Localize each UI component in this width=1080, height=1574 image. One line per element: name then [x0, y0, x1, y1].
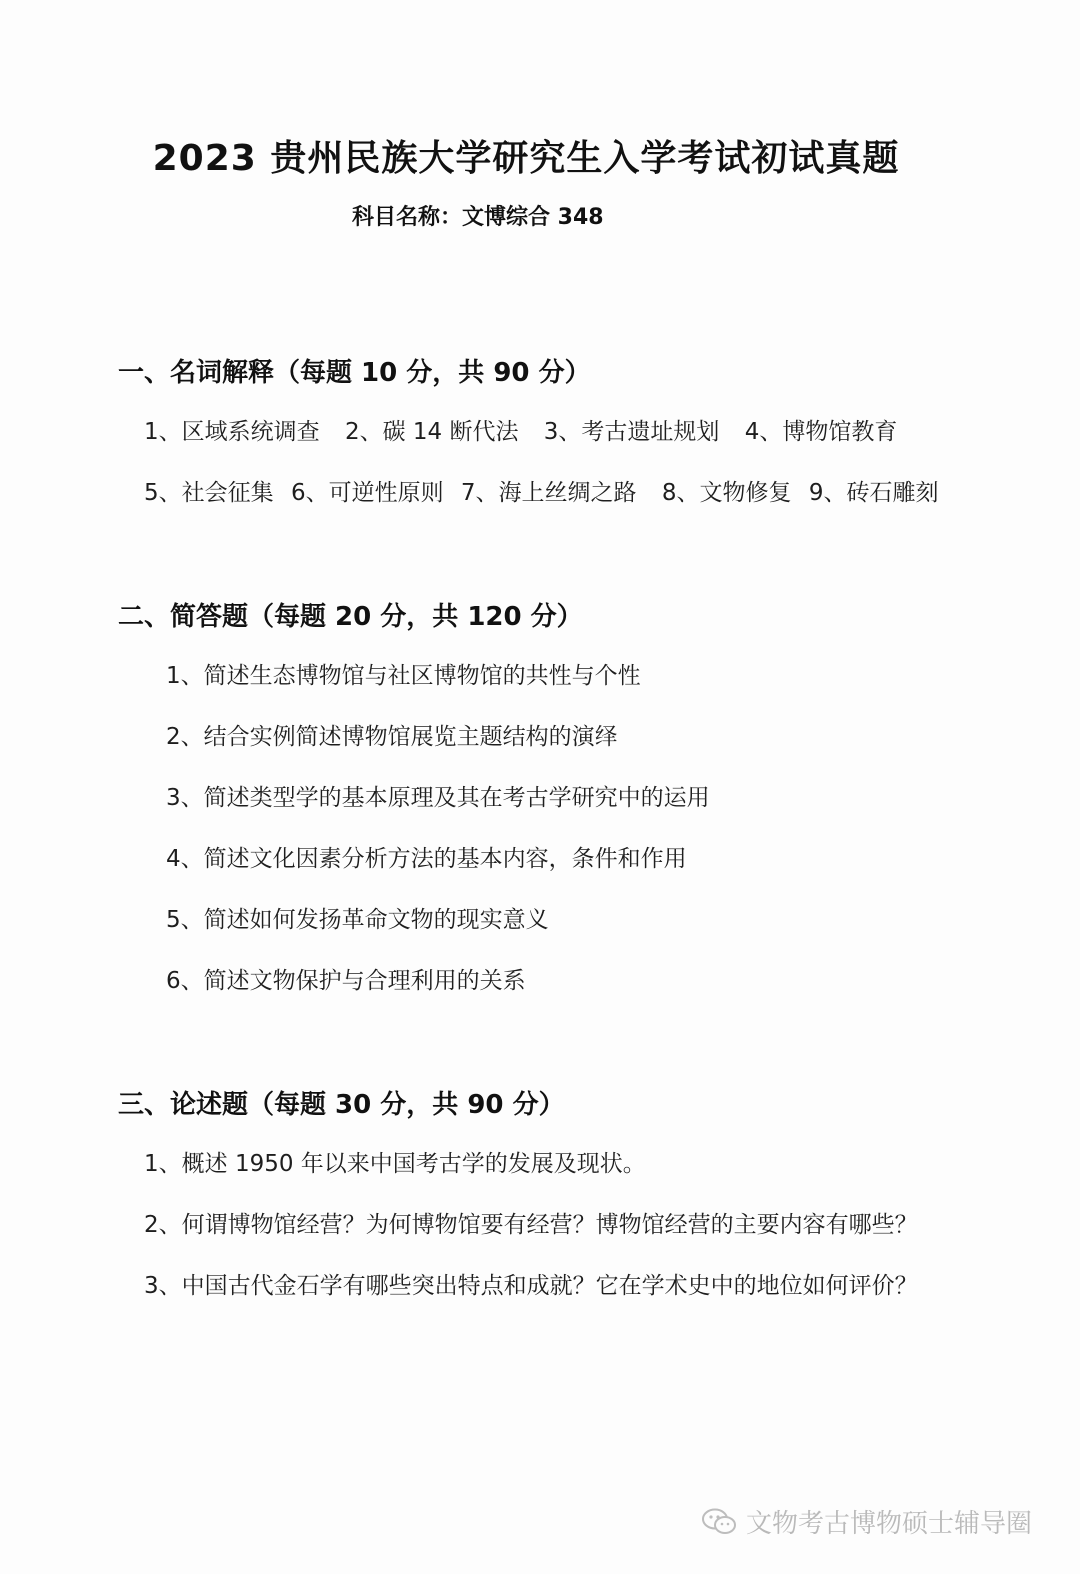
- question-item: 5、简述如何发扬革命文物的现实意义: [166, 907, 549, 933]
- term-item: 4、博物馆教育: [744, 419, 898, 445]
- subject-line: 科目名称：文博综合 348: [352, 205, 604, 230]
- question-item: 2、结合实例简述博物馆展览主题结构的演绎: [166, 724, 618, 750]
- term-item: 2、碳 14 断代法: [344, 419, 519, 445]
- watermark: [700, 1503, 1032, 1540]
- term-item: 8、文物修复: [661, 480, 792, 506]
- term-item: 3、考古遗址规划: [543, 419, 720, 445]
- question-item: 1、简述生态博物馆与社区博物馆的共性与个性: [166, 663, 641, 689]
- page-title: 2023 贵州民族大学研究生入学考试初试真题: [152, 138, 900, 179]
- question-item: 3、简述类型学的基本原理及其在考古学研究中的运用: [166, 785, 710, 811]
- question-item: 6、简述文物保护与合理利用的关系: [166, 968, 526, 994]
- section-heading-term-definitions: 一、名词解释（每题 10 分，共 90 分）: [118, 358, 591, 388]
- question-item: 4、简述文化因素分析方法的基本内容，条件和作用: [166, 846, 687, 872]
- question-item: 3、中国古代金石学有哪些突出特点和成就？它在学术史中的地位如何评价？: [144, 1273, 918, 1299]
- section-heading-essay: 三、论述题（每题 30 分，共 90 分）: [118, 1090, 565, 1120]
- section-heading-short-answer: 二、简答题（每题 20 分，共 120 分）: [118, 602, 583, 632]
- term-item: 1、区域系统调查: [144, 419, 320, 445]
- question-item: 2、何谓博物馆经营？为何博物馆要有经营？博物馆经营的主要内容有哪些？: [144, 1212, 918, 1238]
- question-item: 1、概述 1950 年以来中国考古学的发展及现状。: [144, 1151, 646, 1177]
- term-item: 7、海上丝绸之路: [460, 480, 637, 506]
- wechat-icon: [700, 1507, 738, 1537]
- watermark-text: 文物考古博物硕士辅导圈: [746, 1509, 1033, 1539]
- term-item: 6、可逆性原则: [290, 480, 444, 506]
- term-line-1: [144, 413, 915, 446]
- term-item: 5、社会征集: [144, 480, 274, 506]
- term-line-2: [144, 474, 956, 507]
- term-item: 9、砖石雕刻: [808, 480, 939, 506]
